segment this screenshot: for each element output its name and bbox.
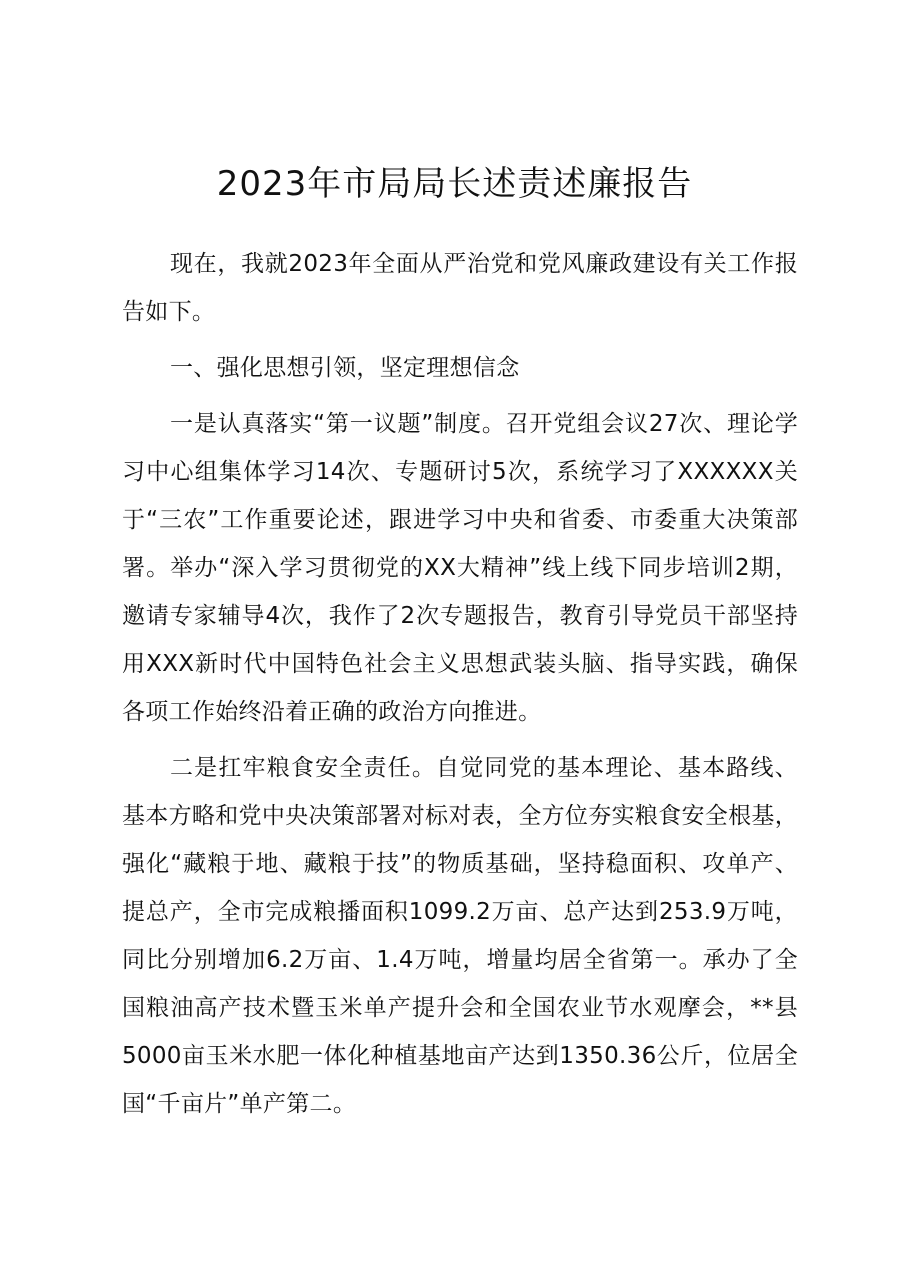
paragraph-intro: 现在，我就2023年全面从严治党和党风廉政建设有关工作报告如下。 [122,251,798,325]
paragraph-first-topic: 一是认真落实“第一议题”制度。召开党组会议27次、理论学习中心组集体学习14次、专题研讨5次，系统学习了XXXXXX关于“三农”工作重要论述，跟进学习中央和省委、市委重大决策部署。举办“深入学习贯彻党的XX大精神”线上线下同步培训2期，邀请专家辅导4次，我作了2次专题报告，教育引导党员干部坚持用XXX新时代中国特色社会主义思想武装头脑、指导实践，确保各项工作始终沿着正确的政治方向推进。 [122,411,798,725]
document-title: 2023年市局局长述责述廉报告 [216,164,693,204]
section-heading-1: 一、强化思想引领，坚定理想信念 [170,355,520,381]
paragraph-grain-security: 二是扛牢粮食安全责任。自觉同党的基本理论、基本路线、基本方略和党中央决策部署对标对表，全方位夯实粮食安全根基，强化“藏粮于地、藏粮于技”的物质基础，坚持稳面积、攻单产、提总产，全市完成粮播面积1099.2万亩、总产达到253.9万吨，同比分别增加6.2万亩、1.4万吨，增量均居全省第一。承办了全国粮油高产技术暨玉米单产提升会和全国农业节水观摩会，**县5000亩玉米水肥一体化种植基地亩产达到1350.36公斤，位居全国“千亩片”单产第二。 [122,755,798,1117]
document-body [122,240,798,1136]
